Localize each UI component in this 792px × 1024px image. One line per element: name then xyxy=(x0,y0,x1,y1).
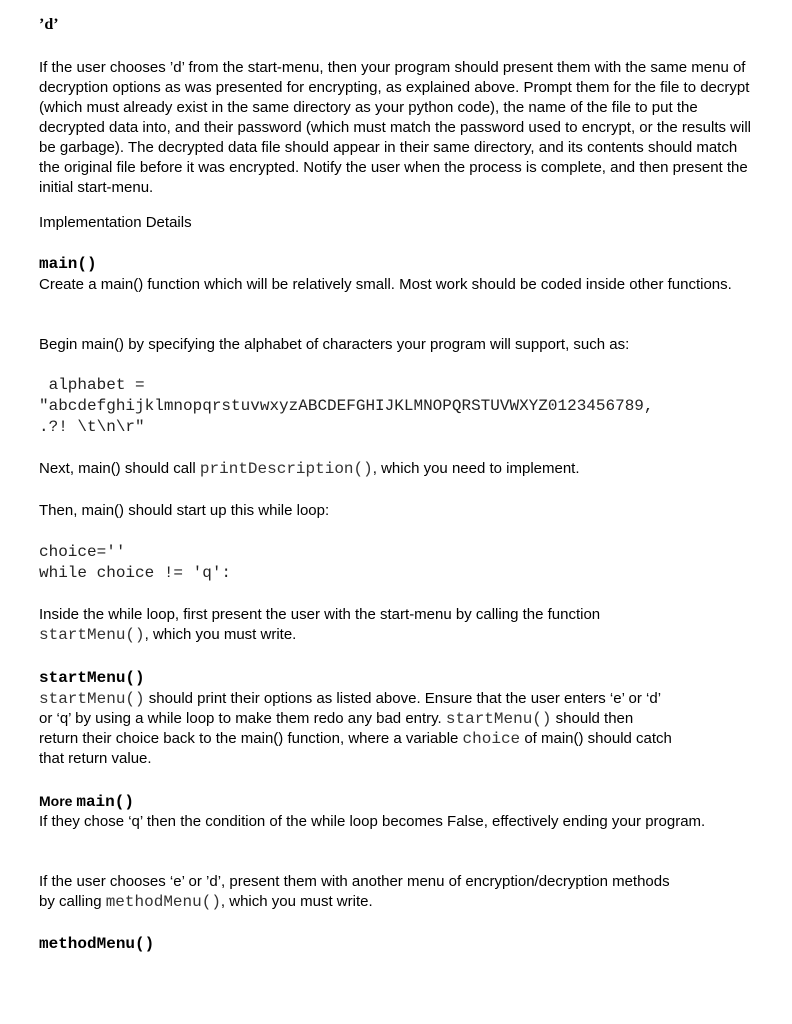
implementation-heading: Implementation Details xyxy=(39,214,192,231)
section-heading-d: ’d’ xyxy=(39,16,59,33)
alphabet-line-3: .?! \t\n\r" xyxy=(39,418,145,436)
start-menu-code-1: startMenu() xyxy=(39,690,145,708)
more-main-code: main() xyxy=(76,793,134,811)
section-d-paragraph: If the user chooses ’d’ from the start-menu, then your program should present them with the same menu of decryption options as was presented for encrypting, as explained above. Prompt them for the file to decrypt (which must already exist in the same directory as your python code), the name of the file to put the decrypted data into, and their password (which must match the password used to encrypt, or the results will be garbage). The decrypted data file should appear in their same directory, and its contents should match the original file before it was encrypted. Notify the user when the process is complete, and then present the initial start-menu. xyxy=(39,59,752,196)
start-menu-text-2: or ‘q’ by using a while loop to make them redo any bad entry. xyxy=(39,710,446,727)
loop-line-2: while choice != 'q': xyxy=(39,564,232,582)
start-menu-text-5: of main() should catch xyxy=(520,730,672,747)
choose-suffix: , which you must write. xyxy=(220,893,373,910)
more-main-paragraph: If they chose ‘q’ then the condition of the while loop becomes False, effectively ending your program. xyxy=(39,813,706,830)
choose-prefix: by calling xyxy=(39,893,106,910)
start-menu-heading: startMenu() xyxy=(39,669,145,687)
choose-method-paragraph xyxy=(39,872,759,912)
start-menu-text-1: should print their options as listed above. Ensure that the user enters ‘e’ or ‘d’ xyxy=(144,690,662,707)
start-menu-code: startMenu() xyxy=(39,626,145,644)
method-menu-code: methodMenu() xyxy=(105,893,221,911)
then-main-text: Then, main() should start up this while loop: xyxy=(39,502,330,519)
begin-main-text: Begin main() by specifying the alphabet of characters your program will support, such as: xyxy=(39,336,630,353)
main-heading: main() xyxy=(39,255,97,273)
choose-text: If the user chooses ‘e’ or ’d’, present them with another menu of encryption/decryption methods xyxy=(39,873,670,890)
next-suffix: , which you need to implement. xyxy=(372,460,580,477)
while-loop-code-block xyxy=(39,542,759,584)
inside-prefix: Inside the while loop, first present the user with the start-menu by calling the function xyxy=(39,606,601,623)
start-menu-text-3: should then xyxy=(551,710,634,727)
alphabet-line-1: alphabet = xyxy=(39,376,145,394)
start-menu-code-2: startMenu() xyxy=(445,710,552,728)
main-paragraph: Create a main() function which will be relatively small. Most work should be coded inside other functions. xyxy=(39,276,732,293)
next-prefix: Next, main() should call xyxy=(39,460,200,477)
more-main-heading xyxy=(39,791,759,812)
start-menu-text-6: that return value. xyxy=(39,750,152,767)
more-main-prefix: More xyxy=(39,793,77,809)
alphabet-code-block xyxy=(39,375,759,438)
next-main-text xyxy=(39,459,759,479)
choice-code: choice xyxy=(462,730,521,748)
inside-loop-text xyxy=(39,605,759,645)
method-menu-heading: methodMenu() xyxy=(39,935,155,953)
start-menu-paragraph xyxy=(39,689,759,769)
alphabet-line-2: "abcdefghijklmnopqrstuvwxyzABCDEFGHIJKLMNOPQRSTUVWXYZ0123456789, xyxy=(39,397,654,415)
loop-line-1: choice='' xyxy=(39,543,126,561)
inside-suffix: , which you must write. xyxy=(144,626,297,643)
start-menu-text-4: return their choice back to the main() function, where a variable xyxy=(39,730,463,747)
print-description-code: printDescription() xyxy=(199,460,373,478)
